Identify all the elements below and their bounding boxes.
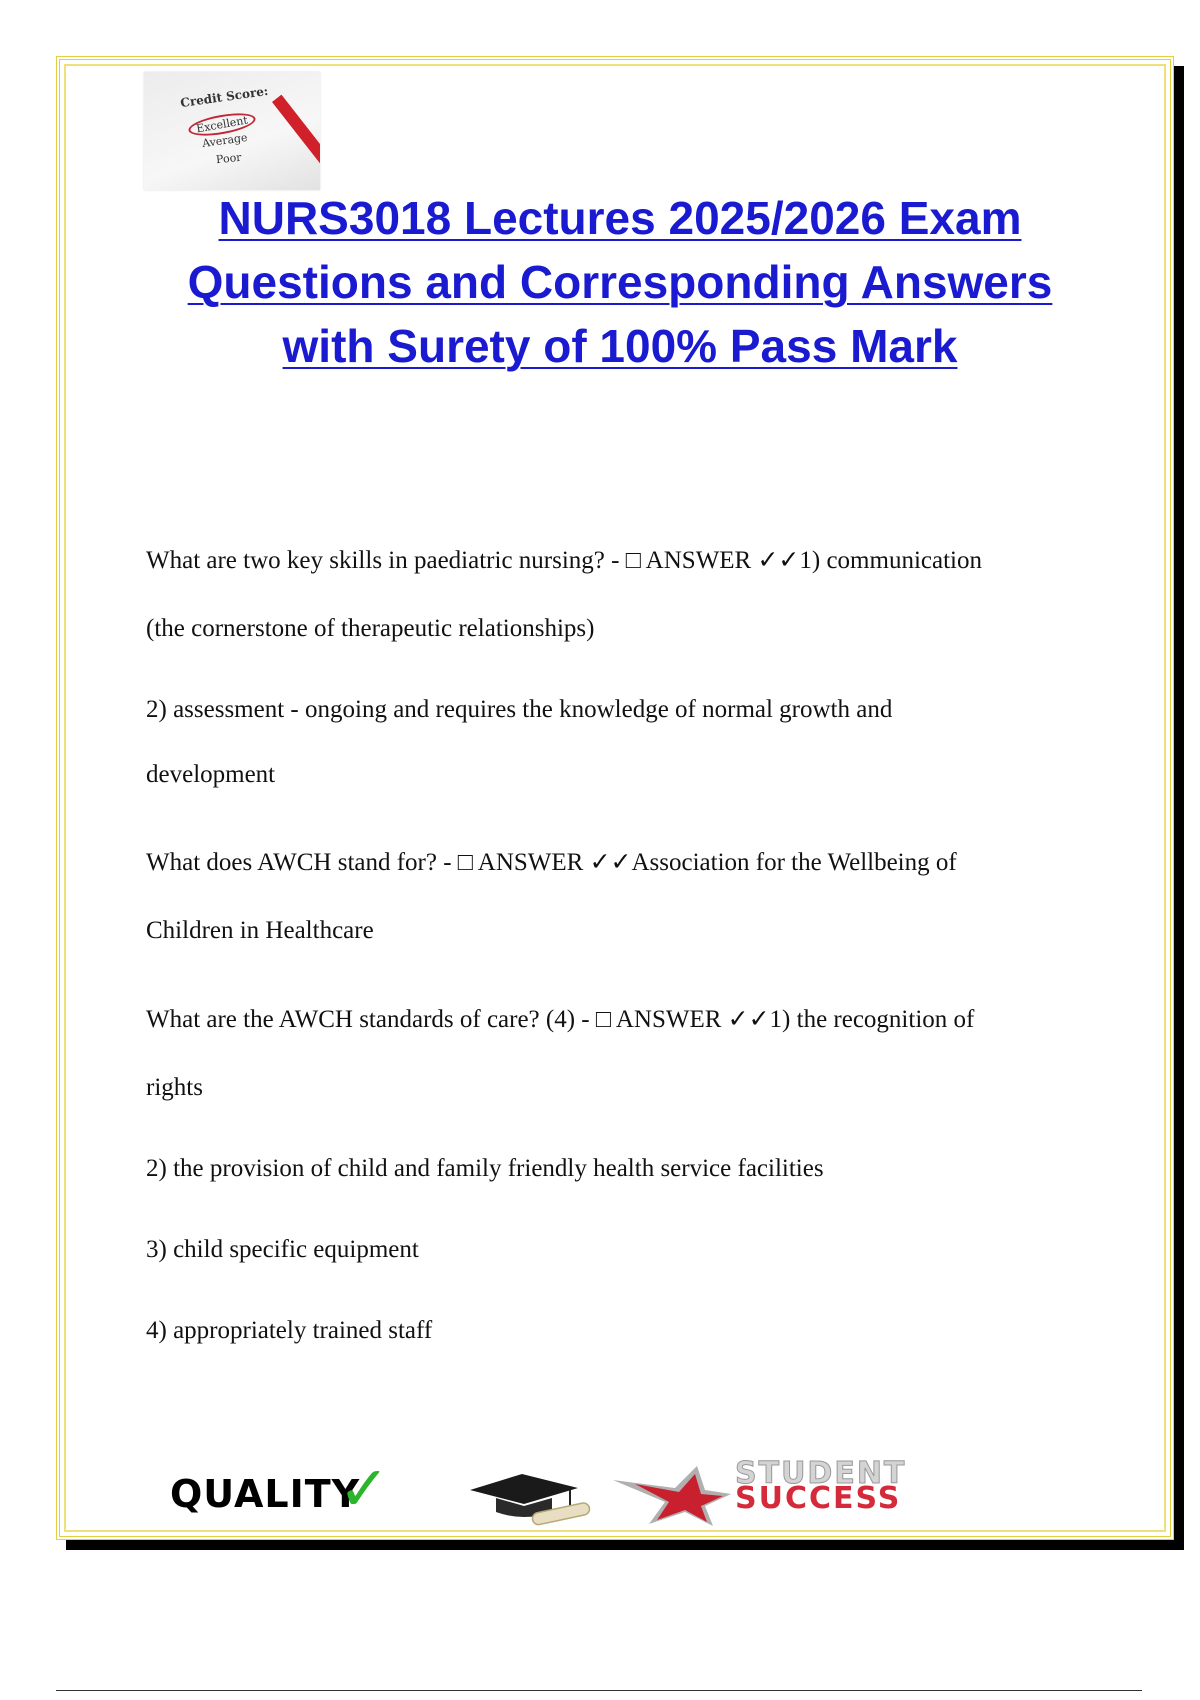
body-line-1: What are two key skills in paediatric nursing? - □ ANSWER ✓✓1) communication [146, 547, 982, 574]
star-icon [605, 1462, 735, 1528]
checkmark-icon: ✓ [338, 1452, 390, 1525]
student-logo-text: STUDENT [735, 1456, 907, 1491]
title-line-1: NURS3018 Lectures 2025/2026 Exam [218, 192, 1022, 244]
document-title [130, 186, 1110, 378]
title-line-3: with Surety of 100% Pass Mark [282, 320, 958, 372]
body-line-4: development [146, 761, 276, 788]
credit-score-title: Credit Score: [179, 83, 270, 111]
credit-score-average: Average [201, 130, 249, 151]
credit-score-excellent: Excellent [187, 109, 257, 140]
body-line-8: rights [146, 1074, 203, 1101]
title-line-2: Questions and Corresponding Answers [187, 256, 1053, 308]
quality-logo: QUALITY [170, 1472, 361, 1516]
pencil-icon [272, 95, 320, 189]
credit-score-image [144, 72, 320, 190]
credit-score-poor: Poor [215, 150, 243, 167]
body-line-3: 2) assessment - ongoing and requires the knowledge of normal growth and [146, 696, 893, 723]
success-logo-text: SUCCESS [735, 1481, 902, 1516]
body-line-5: What does AWCH stand for? - □ ANSWER ✓✓Association for the Wellbeing of [146, 849, 957, 876]
body-line-7: What are the AWCH standards of care? (4) - □ ANSWER ✓✓1) the recognition of [146, 1006, 975, 1033]
body-line-6: Children in Healthcare [146, 917, 374, 944]
footer-logos [170, 1452, 1050, 1530]
body-line-2: (the cornerstone of therapeutic relationships) [146, 615, 595, 642]
body-line-10: 3) child specific equipment [146, 1236, 419, 1263]
graduation-cap-icon [460, 1468, 600, 1528]
footer-divider [56, 1690, 1142, 1691]
body-line-9: 2) the provision of child and family friendly health service facilities [146, 1155, 824, 1182]
body-line-11: 4) appropriately trained staff [146, 1317, 433, 1344]
